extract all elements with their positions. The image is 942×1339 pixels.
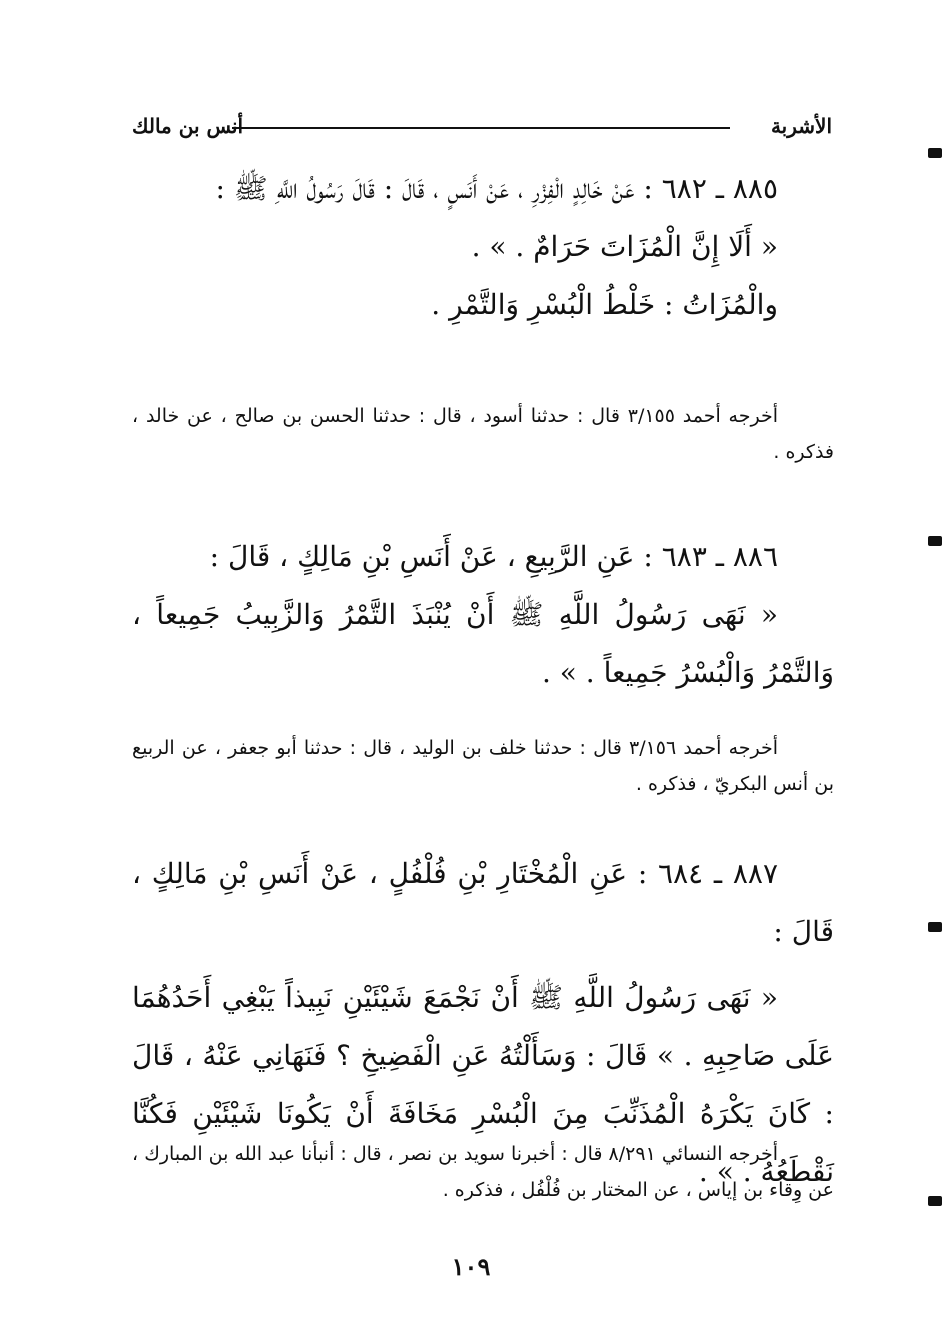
section-title: الأشربة — [770, 114, 832, 138]
hadith-886-matn: « نَهَى رَسُولُ اللَّهِ ﷺ أَنْ يُنْبَذَ التَّمْرُ وَالزَّبِيبُ جَمِيعاً ، وَالتَّمْرُ وَالْبُسْرُ جَمِيعاً . » . — [132, 598, 834, 689]
scan-edge-mark — [928, 922, 942, 932]
scan-edge-mark — [928, 148, 942, 158]
takhrij-886-text: أخرجه أحمد ٣/١٥٦ قال : حدثنا خلف بن الوليد ، قال : حدثنا أبو جعفر ، عن الربيع بن أنس البكريّ ، فذكره . — [132, 737, 834, 795]
header-rule — [232, 127, 730, 129]
takhrij-887-text: أخرجه النسائي ٨/٢٩١ قال : أخبرنا سويد بن نصر ، قال : أنبأنا عبد الله بن المبارك ، عن وِقاء بن إياس ، عن المختار بن فُلْفُل ، فذكره . — [132, 1143, 834, 1201]
hadith-885-gloss: والْمُزَاتُ : خَلْطُ الْبُسْرِ وَالتَّمْرِ . — [431, 288, 778, 321]
scan-edge-mark — [928, 536, 942, 546]
takhrij-886 — [132, 730, 834, 802]
hadith-886-isnad: ٨٨٦ ـ ٦٨٣ : عَنِ الرَّبِيعِ ، عَنْ أَنَسِ بْنِ مَالِكٍ ، قَالَ : — [209, 540, 778, 573]
hadith-885-matn: « أَلَا إِنَّ الْمُزَاتَ حَرَامٌ . » . — [471, 230, 778, 263]
narrator-name: أنس بن مالك — [132, 114, 244, 138]
takhrij-887 — [132, 1136, 834, 1208]
hadith-887-matn: « نَهَى رَسُولُ اللَّهِ ﷺ أَنْ نَجْمَعَ شَيْئَيْنِ نَبِيذاً يَبْغِي أَحَدُهُمَا عَلَى صَاحِبِهِ . » قَالَ : وَسَأَلْتُهُ عَنِ الْفَضِيخِ ؟ فَنَهَانِي عَنْهُ ، قَالَ : كَانَ يَكْرَهُ الْمُذَنِّبَ مِنَ الْبُسْرِ مَخَافَةَ أَنْ يَكُونَا شَيْئَيْنِ فَكُنَّا نَقْطَعُهُ . » . — [132, 981, 834, 1188]
hadith-885 — [132, 160, 834, 334]
takhrij-885 — [132, 398, 834, 470]
hadith-887-isnad: ٨٨٧ ـ ٦٨٤ : عَنِ الْمُخْتَارِ بْنِ فُلْفُلٍ ، عَنْ أَنَسِ بْنِ مَالِكٍ ، قَالَ : — [132, 857, 834, 948]
running-header — [132, 112, 832, 142]
scan-edge-mark — [928, 1196, 942, 1206]
takhrij-885-text: أخرجه أحمد ٣/١٥٥ قال : حدثنا أسود ، قال : حدثنا الحسن بن صالح ، عن خالد ، فذكره . — [132, 405, 834, 463]
page-number: ١٠٩ — [451, 1252, 491, 1281]
hadith-885-isnad: ٨٨٥ ـ ٦٨٢ : عَنْ خَالِدٍ الْفِزْرِ ، عَنْ أَنَسٍ ، قَالَ : قَالَ رَسُولُ اللَّهِ ﷺ : — [215, 172, 778, 205]
hadith-886 — [132, 528, 834, 702]
